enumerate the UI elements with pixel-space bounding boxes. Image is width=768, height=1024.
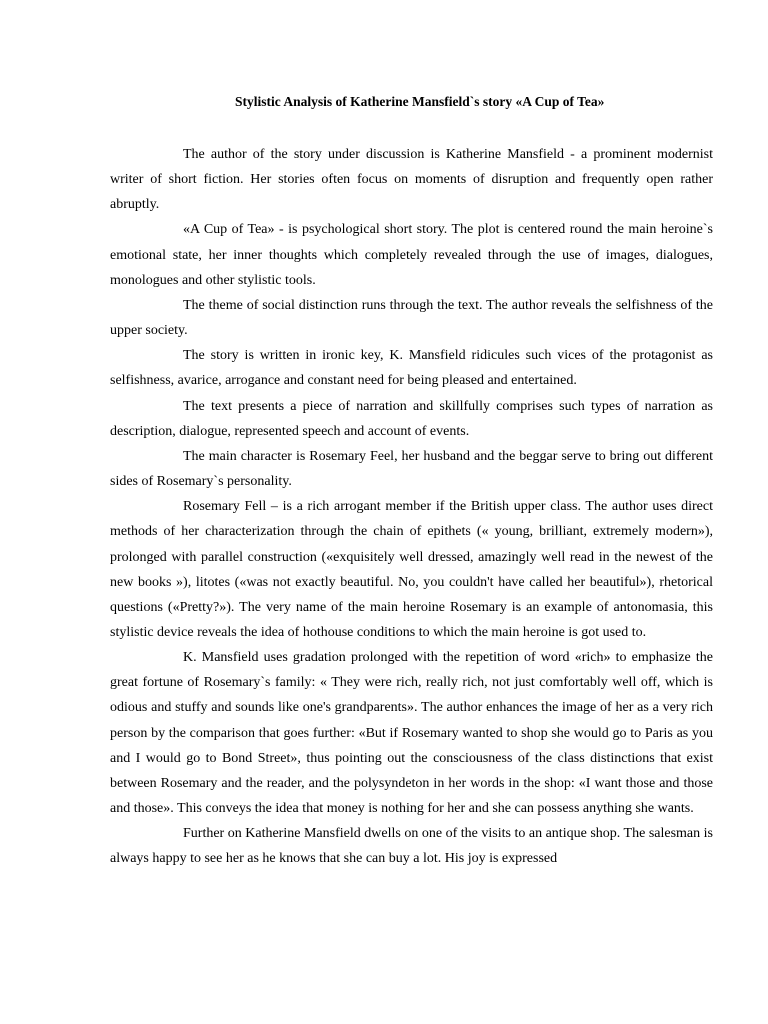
paragraph-ironic-key: The story is written in ironic key, K. Mansfield ridicules such vices of the protagonist as selfishness, avarice, arrogance and constant need for being pleased and entertained. [110,348,713,389]
paragraph-narration-types: The text presents a piece of narration and skillfully comprises such types of narration as description, dialogue, represented speech and account of events. [110,398,713,439]
paragraph-theme: The theme of social distinction runs through the text. The author reveals the selfishness of the upper society. [110,297,713,339]
document-body [110,142,713,872]
paragraph-main-character: The main character is Rosemary Feel, her husband and the beggar serve to bring out different sides of Rosemary`s personality. [110,448,713,490]
paragraph-story-genre: «A Cup of Tea» - is psychological short story. The plot is centered round the main heroine`s emotional state, her inner thoughts which completely revealed through the use of images, dialogues, monologues and other stylistic tools. [110,222,713,288]
paragraph-antique-shop: Further on Katherine Mansfield dwells on one of the visits to an antique shop. The salesman is always happy to see her as he knows that she can buy a lot. His joy is expressed [110,826,713,867]
document-title: Stylistic Analysis of Katherine Mansfield`s story «A Cup of Tea» [235,94,605,109]
paragraph-gradation: K. Mansfield uses gradation prolonged with the repetition of word «rich» to emphasize the great fortune of Rosemary`s family: « They were rich, really rich, not just comfortably well off, which is odious and stuffy and sounds like one's grandparents». The author enhances the image of her as a very rich person by the comparison that goes further: «But if Rosemary wanted to shop she would go to Paris as you and I would go to Bond Street», thus pointing out the consciousness of the class distinctions that exist between Rosemary and the reader, and the polysyndeton in her words in the shop: «I want those and those and those». This conveys the idea that money is nothing for her and she can possess anything she wants. [110,650,713,817]
paragraph-author-intro: The author of the story under discussion is Katherine Mansfield - a prominent modernist writer of short fiction. Her stories often focus on moments of disruption and frequently open rather abruptly. [110,147,713,213]
paragraph-rosemary-characterization: Rosemary Fell – is a rich arrogant member if the British upper class. The author uses direct methods of her characterization through the chain of epithets (« young, brilliant, extremely modern»), prolonged with parallel construction («exquisitely well dressed, amazingly well read in the newest of the new books »), litotes («was not exactly beautiful. No, you couldn't have called her beautiful»), rhetorical questions («Pretty?»). The very name of the main heroine Rosemary is an example of antonomasia, this stylistic device reveals the idea of hothouse conditions to which the main heroine is got used to. [110,499,713,640]
